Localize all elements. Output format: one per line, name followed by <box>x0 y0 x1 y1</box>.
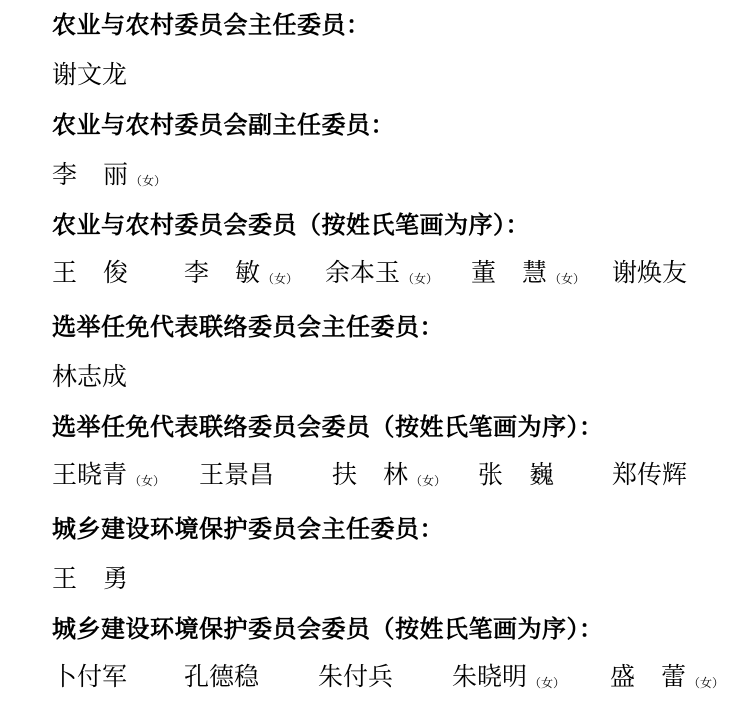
name-char: 丽 <box>103 160 129 189</box>
name-char: 敏 <box>235 258 261 287</box>
member-name: 谢焕友 <box>612 258 688 287</box>
section-heading: 选举任免代表联络委员会委员（按姓氏笔画为序）： <box>52 413 604 441</box>
member-name <box>52 256 128 290</box>
member-name: 王景昌 <box>199 460 275 489</box>
female-mark: （女） <box>549 272 586 286</box>
name-char: 王 <box>52 564 78 593</box>
member-name: 朱晓明 （女） <box>452 662 566 691</box>
name-char: 李 <box>52 160 78 189</box>
member-name: 朱付兵 <box>318 662 394 691</box>
member-name: 谢文龙 <box>52 60 128 89</box>
name-char: 张 <box>478 460 504 489</box>
female-mark: （女） <box>262 272 299 286</box>
member-name <box>52 158 166 198</box>
name-char: 蕾 <box>661 662 687 691</box>
member-row <box>52 360 742 394</box>
member-row <box>52 158 742 192</box>
member-name: 孔德稳 <box>184 662 260 691</box>
name-char: 盛 <box>610 662 636 691</box>
member-row <box>52 58 742 92</box>
name-char: 俊 <box>103 258 129 287</box>
female-mark: （女） <box>688 676 725 690</box>
section-heading: 农业与农村委员会主任委员： <box>52 11 371 39</box>
member-row <box>52 660 742 694</box>
section-heading: 城乡建设环境保护委员会主任委员： <box>52 515 444 543</box>
member-name: 林志成 <box>52 362 128 391</box>
section-heading: 城乡建设环境保护委员会委员（按姓氏笔画为序）： <box>52 615 604 643</box>
member-name: 王晓青 （女） <box>52 460 166 489</box>
member-name <box>610 660 724 700</box>
female-mark: （女） <box>402 272 439 286</box>
female-mark: （女） <box>129 474 166 488</box>
female-mark: （女） <box>130 174 167 188</box>
member-name: 余本玉 （女） <box>325 258 439 287</box>
female-mark: （女） <box>410 474 447 488</box>
member-name <box>52 562 128 596</box>
name-char: 林 <box>383 460 409 489</box>
name-char: 慧 <box>522 258 548 287</box>
member-row <box>52 256 742 290</box>
name-char: 扶 <box>332 460 358 489</box>
section-heading: 农业与农村委员会副主任委员： <box>52 111 395 139</box>
member-row <box>52 562 742 596</box>
name-char: 董 <box>471 258 497 287</box>
member-name: 郑传辉 <box>612 460 688 489</box>
section-heading: 农业与农村委员会委员（按姓氏笔画为序）： <box>52 211 530 239</box>
section-heading: 选举任免代表联络委员会主任委员： <box>52 313 444 341</box>
member-name <box>184 256 298 296</box>
name-char: 勇 <box>103 564 129 593</box>
member-name <box>332 458 446 498</box>
member-name: 卜付军 <box>52 662 128 691</box>
name-char: 王 <box>52 258 78 287</box>
female-mark: （女） <box>529 676 566 690</box>
name-char: 李 <box>184 258 210 287</box>
member-row <box>52 458 742 492</box>
member-name <box>471 256 585 296</box>
member-name <box>478 458 554 492</box>
name-char: 巍 <box>529 460 555 489</box>
